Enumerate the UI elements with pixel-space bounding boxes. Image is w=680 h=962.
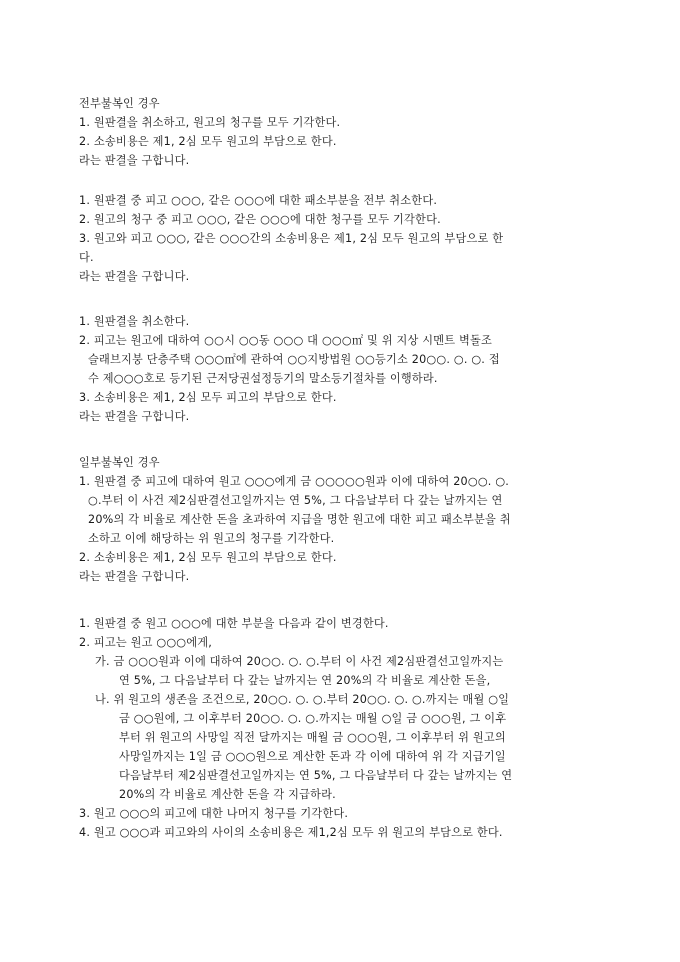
section-heading: 전부불복인 경우 — [79, 97, 160, 110]
section-example-2 — [79, 191, 599, 286]
clause-line: 2. 소송비용은 제1, 2심 모두 원고의 부담으로 한다. — [79, 135, 337, 148]
subclause-continuation: 연 5%, 그 다음날부터 다 갚는 날까지는 연 20%의 각 비율로 계산한 돈을, — [119, 674, 491, 687]
clause-line: 1. 원판결을 취소한다. — [79, 315, 190, 328]
section-partial-appeal — [79, 453, 599, 586]
subclause-continuation: 20%의 각 비율로 계산한 돈을 각 지급하라. — [119, 788, 336, 801]
clause-line: 1. 원판결을 취소하고, 원고의 청구를 모두 기각한다. — [79, 116, 341, 129]
clause-continuation: 다. — [79, 251, 94, 264]
section-example-5 — [79, 614, 599, 842]
clause-continuation: 20%의 각 비율로 계산한 돈을 초과하여 지급을 명한 원고에 대한 피고 패소부분을 취 — [88, 513, 511, 526]
closing-line: 라는 판결을 구합니다. — [79, 570, 190, 583]
clause-line: 2. 피고는 원고에 대하여 ○○시 ○○동 ○○○ 대 ○○○㎡ 및 위 지상 시멘트 벽돌조 — [79, 334, 493, 347]
clause-line: 2. 피고는 원고 ○○○에게, — [79, 636, 213, 649]
clause-line: 2. 원고의 청구 중 피고 ○○○, 같은 ○○○에 대한 청구를 모두 기각한다. — [79, 213, 441, 226]
clause-continuation: 슬래브지붕 단층주택 ○○○㎡에 관하여 ○○지방법원 ○○등기소 20○○. ○. ○. 접 — [88, 353, 500, 366]
subclause-continuation: 금 ○○원에, 그 이후부터 20○○. ○. ○.까지는 매월 ○일 금 ○○○원, 그 이후 — [119, 712, 507, 725]
clause-line: 4. 원고 ○○○과 피고와의 사이의 소송비용은 제1,2심 모두 위 원고의 부담으로 한다. — [79, 826, 503, 839]
closing-line: 라는 판결을 구합니다. — [79, 410, 190, 423]
clause-line: 3. 원고 ○○○의 피고에 대한 나머지 청구를 기각한다. — [79, 807, 349, 820]
clause-line: 1. 원판결 중 원고 ○○○에 대한 부분을 다음과 같이 변경한다. — [79, 617, 389, 630]
subclause-line: 가. 금 ○○○원과 이에 대하여 20○○. ○. ○.부터 이 사건 제2심판결선고일까지는 — [95, 655, 504, 668]
clause-line: 3. 소송비용은 제1, 2심 모두 피고의 부담으로 한다. — [79, 391, 337, 404]
subclause-line: 나. 위 원고의 생존을 조건으로, 20○○. ○. ○.부터 20○○. ○. ○.까지는 매월 ○일 — [95, 693, 510, 706]
closing-line: 라는 판결을 구합니다. — [79, 270, 190, 283]
subclause-continuation: 사망일까지는 1일 금 ○○○원으로 계산한 돈과 각 이에 대하여 위 각 지급기일 — [119, 750, 506, 763]
clause-continuation: 수 제○○○호로 등기된 근저당권설정등기의 말소등기절차를 이행하라. — [88, 372, 438, 385]
section-heading: 일부불복인 경우 — [79, 456, 160, 469]
subclause-continuation: 다음날부터 제2심판결선고일까지는 연 5%, 그 다음날부터 다 갚는 날까지는 연 — [119, 769, 513, 782]
clause-line: 2. 소송비용은 제1, 2심 모두 원고의 부담으로 한다. — [79, 551, 337, 564]
section-full-appeal — [79, 94, 599, 170]
section-example-3 — [79, 312, 599, 426]
clause-line: 1. 원판결 중 피고 ○○○, 같은 ○○○에 대한 패소부분을 전부 취소한다. — [79, 194, 438, 207]
clause-continuation: ○.부터 이 사건 제2심판결선고일까지는 연 5%, 그 다음날부터 다 갚는 날까지는 연 — [88, 494, 503, 507]
subclause-continuation: 부터 위 원고의 사망일 직전 달까지는 매월 금 ○○○원, 그 이후부터 위 원고의 — [119, 731, 506, 744]
clause-line: 3. 원고와 피고 ○○○, 같은 ○○○간의 소송비용은 제1, 2심 모두 원고의 부담으로 한 — [79, 232, 504, 245]
clause-continuation: 소하고 이에 해당하는 위 원고의 청구를 기각한다. — [88, 532, 335, 545]
closing-line: 라는 판결을 구합니다. — [79, 154, 190, 167]
clause-line: 1. 원판결 중 피고에 대하여 원고 ○○○에게 금 ○○○○○원과 이에 대하여 20○○. ○. — [79, 475, 510, 488]
